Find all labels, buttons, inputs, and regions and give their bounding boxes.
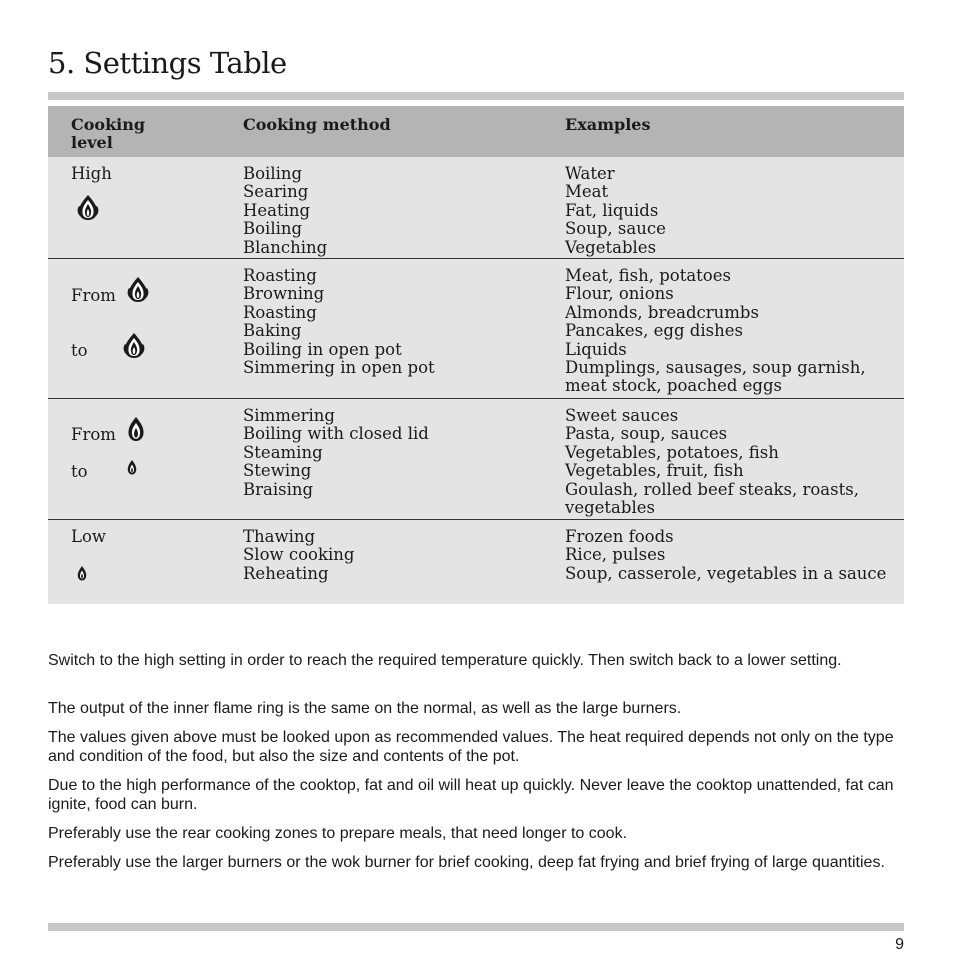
small-flame-icon <box>127 459 137 475</box>
settings-table <box>48 106 904 604</box>
paragraph: Due to the high performance of the cooktop, fat and oil will heat up quickly. Never leave the cooktop unattended, fat can ignite, food can burn. <box>48 777 894 813</box>
table-row <box>48 399 904 520</box>
large-flame-icon <box>120 331 148 359</box>
header-cooking-method: Cooking method <box>243 115 391 134</box>
bottom-rule <box>48 923 904 931</box>
cooking-methods: Simmering Boiling with closed lid Steaming Stewing Braising <box>243 406 429 499</box>
cooking-methods: Thawing Slow cooking Reheating <box>243 527 355 583</box>
paragraph: The output of the inner flame ring is the same on the normal, as well as the large burners. <box>48 700 682 717</box>
small-flame-icon <box>77 565 87 581</box>
header-cooking-level: Cooking level <box>71 115 146 152</box>
level-label: High <box>71 164 112 183</box>
top-rule <box>48 92 904 100</box>
paragraph: Preferably use the larger burners or the wok burner for brief cooking, deep fat frying and brief frying of large quantities. <box>48 854 885 871</box>
table-row <box>48 259 904 399</box>
examples: Meat, fish, potatoes Flour, onions Almonds, breadcrumbs Pancakes, egg dishes Liquids Dumplings, sausages, soup garnish, meat stock, poached eggs <box>565 266 866 396</box>
level-label-from: From <box>71 425 116 444</box>
large-flame-icon <box>124 275 152 303</box>
paragraph: Switch to the high setting in order to reach the required temperature quickly. Then switch back to a lower setting. <box>48 652 842 669</box>
level-label-from: From <box>71 286 116 305</box>
table-header <box>48 106 904 157</box>
examples: Water Meat Fat, liquids Soup, sauce Vegetables <box>565 164 666 257</box>
examples: Sweet sauces Pasta, soup, sauces Vegetables, potatoes, fish Vegetables, fruit, fish Goulash, rolled beef steaks, roasts, vegetables <box>565 406 859 518</box>
level-label-to: to <box>71 341 88 360</box>
cooking-methods: Roasting Browning Roasting Baking Boiling in open pot Simmering in open pot <box>243 266 435 378</box>
page-title: 5. Settings Table <box>48 46 287 80</box>
paragraph: Preferably use the rear cooking zones to prepare meals, that need longer to cook. <box>48 825 628 842</box>
table-row <box>48 520 904 604</box>
cooking-methods: Boiling Searing Heating Boiling Blanching <box>243 164 328 257</box>
examples: Frozen foods Rice, pulses Soup, casserole, vegetables in a sauce <box>565 527 887 583</box>
large-flame-icon <box>74 193 102 221</box>
level-label-to: to <box>71 462 88 481</box>
page-number: 9 <box>895 936 904 953</box>
medium-flame-icon <box>127 416 145 442</box>
header-examples: Examples <box>565 115 651 134</box>
paragraph: The values given above must be looked upon as recommended values. The heat required depends not only on the type and condition of the food, but also the size and contents of the pot. <box>48 729 894 765</box>
table-row <box>48 157 904 259</box>
level-label: Low <box>71 527 107 546</box>
